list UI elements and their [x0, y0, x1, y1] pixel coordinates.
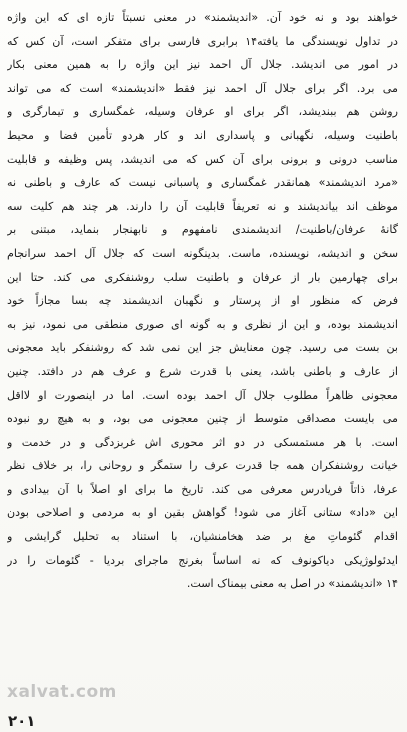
text-line: مناسب درونی و برونی برای آن کس که می اندیشد، پس وظیفه و قابلیت: [7, 152, 398, 166]
text-line: باطنیت وسیله، نگهبانی و پاسداری اند و کار هردو تأمین فضا و محیط: [7, 128, 398, 142]
text-line: برای چهارمین بار از عرفان و باطنیت سلب روشنفکری می کند. حتا این: [7, 270, 398, 284]
text-line: گانهٔ عرفان/باطنیت/ اندیشمندی نامفهوم و نابهنجار بنماید، مبتنی بر: [7, 223, 398, 237]
text-line: اقدام گئوماتِ مغ بر ضد هخامنشیان، با استناد به تحلیل گرایشی و: [7, 530, 398, 544]
page-number: ۲۰۱: [8, 712, 36, 730]
body-text: [7, 6, 398, 596]
text-line: فرض که منظور او از پرستار و نگهبان اندیشمند چه بسا مجازاً خود: [7, 294, 398, 308]
watermark: xalvat.com: [7, 682, 117, 702]
footnote-line: ۱۴ «اندیشمند» در اصل به معنی بیمناک است.: [186, 577, 398, 591]
text-line: است. با هر مستمسکی در دو اثر محوری اش غربزدگی و در خدمت و: [7, 435, 398, 449]
text-line: این «داد» ستانی آغاز می شود! گواهش بقین او به مردمی و اصلاحی بودن: [7, 506, 398, 520]
text-line: می برد. اگر برای جلال آل احمد نیز فقط «اندیشمند» است که می تواند: [7, 81, 398, 95]
text-line: سخن و اندیشه، نویسنده، ماست. بدینگونه است که جلال آل احمد سرانجام: [7, 246, 398, 260]
text-line: در امور می اندیشد. جلال آل احمد نیز این واژه را به همین معنی بکار: [7, 58, 398, 72]
text-line: می بایست مصداقی متوسط از چنین معجونی می بود، و به هیچ رو نبوده: [7, 412, 398, 426]
text-line: روشن هم ببندیشد، اگر برای او عرفان وسیله، غمگساری و تیمارگری و: [7, 105, 398, 119]
text-line: از عارف و باطنی باشد، یعنی با قدرت شرع و عرف هم در دافتد. چنین: [7, 364, 398, 378]
text-line: موظف اند بیاندیشند و نه تعریفاً قابلیت آن را دارند. هر چند هم کلیت سه: [7, 199, 398, 213]
text-line: اندیشمند بوده، و این از نظری و به گونه ای صوری منطقی می نمود، نیز به: [7, 317, 398, 331]
text-line: در تداول نویسندگی ما یافته۱۴ برابری فارسی برای متفکر است، آن کس که: [7, 34, 398, 48]
text-line: خواهند بود و نه خود آن. «اندیشمند» در معنی نسبتاً تازه ای که این واژه: [7, 11, 398, 24]
text-line: «مرد اندیشمند» همانقدر غمگساری و پاسبانی نیست که عارف و باطنی نه: [7, 176, 398, 190]
text-line: بن بست می رسید. چون معنایش جز این نمی شد که روشنفکر باید معجونی: [7, 341, 398, 355]
text-line: عرفا، ذاتاً فریادرس معرفی می کند. تاریخ ما برای او اصلاً با آن بیدادی و: [7, 482, 398, 496]
text-line: ایدئولوژیکی دیاکونوف که نه اساساً بغرنج ماجرای بردیا - گئومات را در: [7, 553, 398, 567]
text-line: معجونی ظاهراً مطلوب جلال آل احمد بوده است. اما در اینصورت او لااقل: [7, 388, 398, 402]
text-line: خیانت روشنفکران همه جا قدرت عرف را ستمگر و روحانی را، بر خلاف نظر: [7, 459, 398, 473]
